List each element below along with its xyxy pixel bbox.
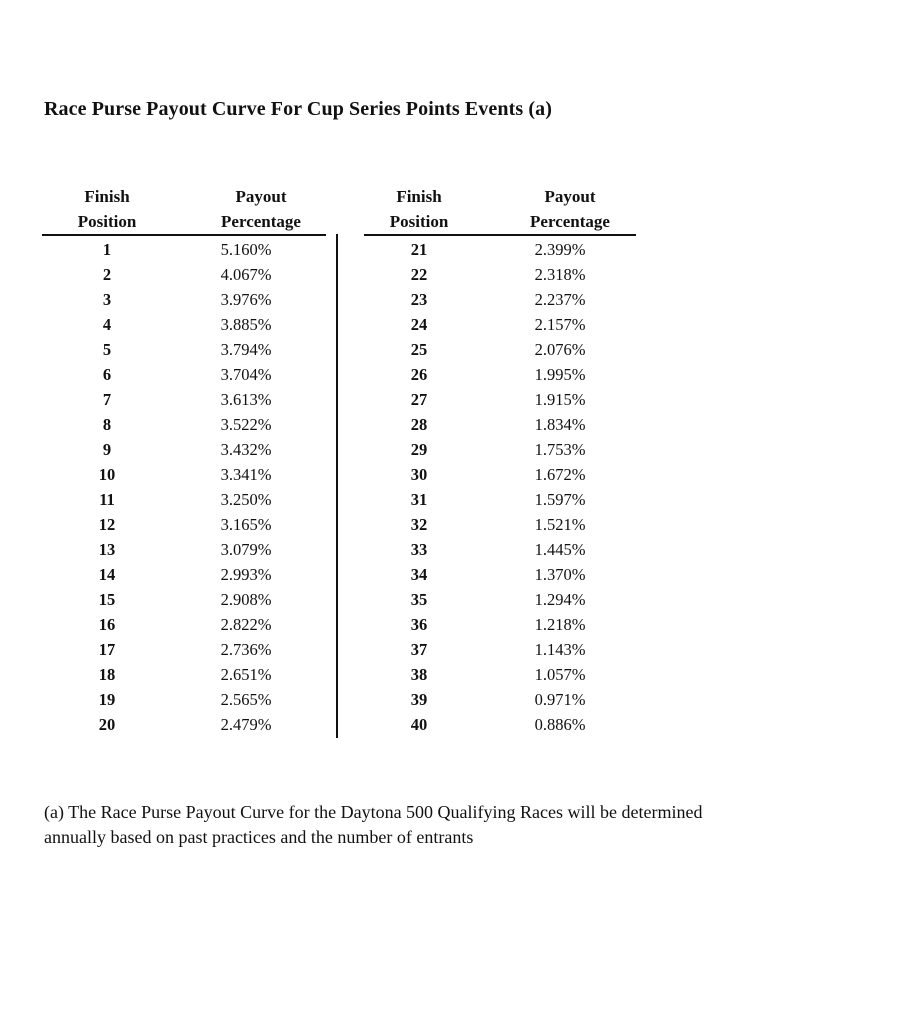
table-row <box>42 637 326 662</box>
payout-percentage-cell: 2.993% <box>220 565 272 584</box>
payout-percentage-cell: 0.971% <box>534 690 586 709</box>
finish-position-cell: 1 <box>102 240 112 259</box>
left-rows <box>42 237 326 737</box>
right-rows <box>364 237 636 737</box>
table-row <box>364 337 636 362</box>
finish-position-cell: 20 <box>98 715 116 734</box>
table-row <box>364 312 636 337</box>
finish-position-cell: 7 <box>102 390 112 409</box>
table-row <box>42 262 326 287</box>
payout-percentage-cell: 2.736% <box>220 640 272 659</box>
table-row <box>364 587 636 612</box>
table-row <box>42 312 326 337</box>
table-row <box>42 537 326 562</box>
table-row <box>364 462 636 487</box>
payout-header-line2: Percentage <box>221 212 301 231</box>
finish-position-cell: 16 <box>98 615 116 634</box>
finish-position-cell: 31 <box>410 490 428 509</box>
table-row <box>364 487 636 512</box>
payout-percentage-cell: 2.399% <box>534 240 586 259</box>
payout-percentage-cell: 1.597% <box>534 490 586 509</box>
finish-position-cell: 5 <box>102 340 112 359</box>
finish-position-cell: 14 <box>98 565 116 584</box>
finish-position-cell: 25 <box>410 340 428 359</box>
finish-position-header <box>42 184 172 234</box>
finish-position-cell: 9 <box>102 440 112 459</box>
finish-position-cell: 27 <box>410 390 428 409</box>
header-rule <box>42 234 326 236</box>
finish-position-cell: 39 <box>410 690 428 709</box>
finish-position-cell: 11 <box>99 490 115 509</box>
payout-percentage-cell: 1.057% <box>534 665 586 684</box>
table-row <box>42 662 326 687</box>
payout-percentage-cell: 2.076% <box>534 340 586 359</box>
finish-position-cell: 2 <box>102 265 112 284</box>
payout-percentage-cell: 3.885% <box>220 315 272 334</box>
table-row <box>364 637 636 662</box>
payout-header-line1: Payout <box>235 187 287 206</box>
payout-percentage-cell: 3.165% <box>220 515 272 534</box>
finish-position-cell: 36 <box>410 615 428 634</box>
table-row <box>364 412 636 437</box>
header-rule <box>364 234 636 236</box>
finish-position-cell: 13 <box>98 540 116 559</box>
table-row <box>42 612 326 637</box>
table-row <box>42 562 326 587</box>
finish-position-cell: 26 <box>410 365 428 384</box>
page-title: Race Purse Payout Curve For Cup Series Points Events (a) <box>44 98 552 120</box>
payout-percentage-cell: 0.886% <box>534 715 586 734</box>
finish-position-cell: 10 <box>98 465 116 484</box>
payout-percentage-cell: 1.521% <box>534 515 586 534</box>
table-row <box>364 562 636 587</box>
table-row <box>364 662 636 687</box>
payout-percentage-cell: 3.976% <box>220 290 272 309</box>
payout-percentage-cell: 4.067% <box>220 265 272 284</box>
finish-position-cell: 19 <box>98 690 116 709</box>
finish-position-cell: 18 <box>98 665 116 684</box>
table-row <box>42 587 326 612</box>
finish-position-cell: 28 <box>410 415 428 434</box>
payout-header-line1: Payout <box>544 187 596 206</box>
table-row <box>42 287 326 312</box>
finish-position-cell: 21 <box>410 240 428 259</box>
payout-percentage-cell: 1.672% <box>534 465 586 484</box>
payout-percentage-cell: 1.834% <box>534 415 586 434</box>
payout-percentage-cell: 1.143% <box>534 640 586 659</box>
payout-percentage-header <box>196 184 326 234</box>
payout-percentage-cell: 5.160% <box>220 240 272 259</box>
payout-percentage-cell: 3.341% <box>220 465 272 484</box>
payout-percentage-cell: 1.753% <box>534 440 586 459</box>
payout-percentage-header <box>504 184 636 234</box>
payout-percentage-cell: 1.370% <box>534 565 586 584</box>
payout-percentage-cell: 3.522% <box>220 415 272 434</box>
finish-position-cell: 30 <box>410 465 428 484</box>
finish-position-header <box>364 184 474 234</box>
payout-percentage-cell: 1.294% <box>534 590 586 609</box>
payout-percentage-cell: 2.318% <box>534 265 586 284</box>
finish-position-cell: 34 <box>410 565 428 584</box>
finish-position-cell: 8 <box>102 415 112 434</box>
finish-position-cell: 35 <box>410 590 428 609</box>
payout-table <box>42 184 636 744</box>
finish-position-cell: 29 <box>410 440 428 459</box>
payout-percentage-cell: 3.432% <box>220 440 272 459</box>
finish-header-line2: Position <box>77 212 137 231</box>
payout-percentage-cell: 2.651% <box>220 665 272 684</box>
table-row <box>42 687 326 712</box>
table-row <box>42 487 326 512</box>
payout-percentage-cell: 2.565% <box>220 690 272 709</box>
finish-position-cell: 37 <box>410 640 428 659</box>
payout-percentage-cell: 3.794% <box>220 340 272 359</box>
payout-percentage-cell: 1.445% <box>534 540 586 559</box>
payout-percentage-cell: 3.704% <box>220 365 272 384</box>
table-row <box>364 687 636 712</box>
finish-header-line2: Position <box>389 212 449 231</box>
table-row <box>42 712 326 737</box>
finish-position-cell: 23 <box>410 290 428 309</box>
table-row <box>364 537 636 562</box>
table-row <box>42 237 326 262</box>
table-row <box>42 412 326 437</box>
table-row <box>364 387 636 412</box>
footnote-line1: (a) The Race Purse Payout Curve for the Daytona 500 Qualifying Races will be determined <box>44 802 703 822</box>
finish-position-cell: 12 <box>98 515 116 534</box>
payout-percentage-cell: 2.908% <box>220 590 272 609</box>
finish-position-cell: 33 <box>410 540 428 559</box>
payout-percentage-cell: 2.822% <box>220 615 272 634</box>
table-row <box>42 387 326 412</box>
finish-position-cell: 3 <box>102 290 112 309</box>
column-divider <box>336 234 338 738</box>
finish-header-line1: Finish <box>84 187 130 206</box>
finish-position-cell: 32 <box>410 515 428 534</box>
table-row <box>42 362 326 387</box>
table-row <box>364 712 636 737</box>
finish-position-cell: 17 <box>98 640 116 659</box>
table-row <box>42 512 326 537</box>
finish-position-cell: 4 <box>102 315 112 334</box>
table-row <box>364 237 636 262</box>
payout-percentage-cell: 2.479% <box>220 715 272 734</box>
finish-position-cell: 6 <box>102 365 112 384</box>
table-row <box>364 287 636 312</box>
payout-percentage-cell: 1.995% <box>534 365 586 384</box>
payout-percentage-cell: 1.915% <box>534 390 586 409</box>
finish-header-line1: Finish <box>396 187 442 206</box>
payout-percentage-cell: 2.157% <box>534 315 586 334</box>
finish-position-cell: 15 <box>98 590 116 609</box>
table-row <box>42 337 326 362</box>
finish-position-cell: 40 <box>410 715 428 734</box>
finish-position-cell: 38 <box>410 665 428 684</box>
footnote <box>44 800 844 850</box>
table-row <box>364 362 636 387</box>
table-row <box>364 512 636 537</box>
finish-position-cell: 22 <box>410 265 428 284</box>
table-row <box>364 437 636 462</box>
payout-percentage-cell: 3.079% <box>220 540 272 559</box>
finish-position-cell: 24 <box>410 315 428 334</box>
payout-percentage-cell: 1.218% <box>534 615 586 634</box>
payout-percentage-cell: 3.250% <box>220 490 272 509</box>
table-row <box>364 262 636 287</box>
table-row <box>42 462 326 487</box>
footnote-line2: annually based on past practices and the number of entrants <box>44 827 474 847</box>
payout-percentage-cell: 3.613% <box>220 390 272 409</box>
table-row <box>42 437 326 462</box>
table-row <box>364 612 636 637</box>
payout-header-line2: Percentage <box>530 212 610 231</box>
payout-percentage-cell: 2.237% <box>534 290 586 309</box>
